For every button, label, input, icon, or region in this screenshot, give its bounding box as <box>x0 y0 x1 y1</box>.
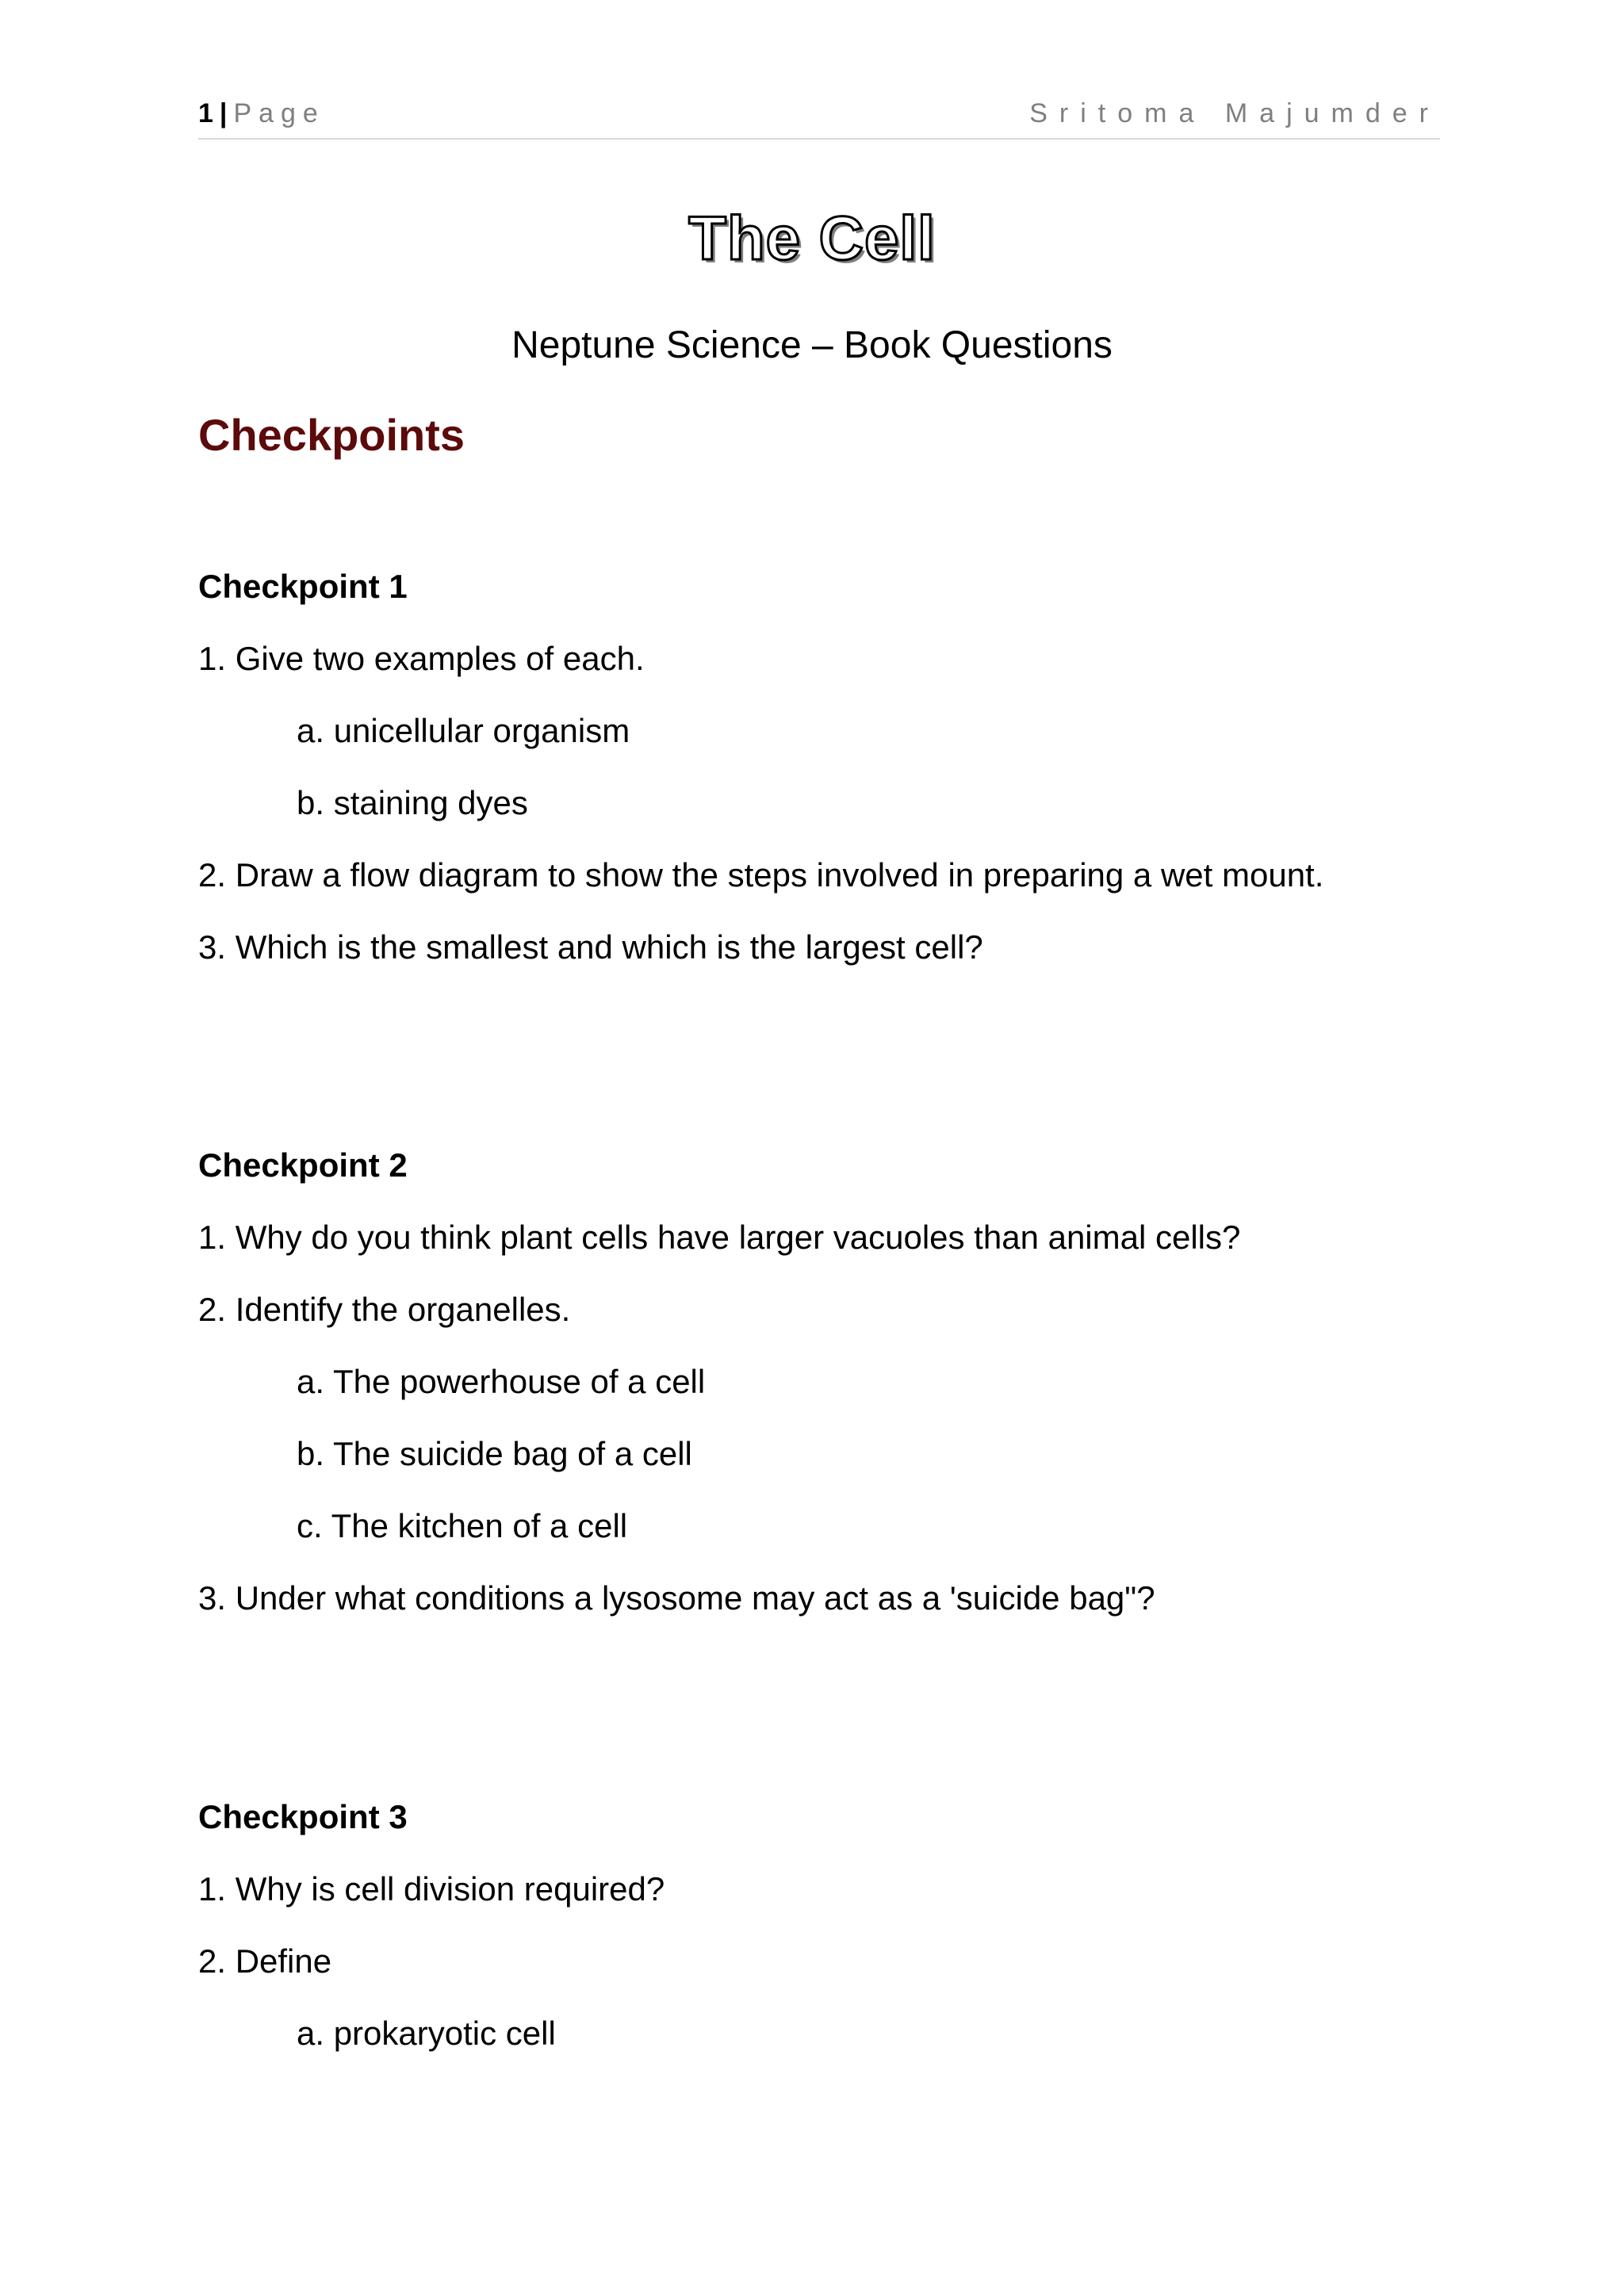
question-item: 1. Give two examples of each. <box>198 640 645 677</box>
checkpoint-title: Checkpoint 2 <box>198 1146 408 1184</box>
question-item: 2. Identify the organelles. <box>198 1291 571 1328</box>
question-subitem: a. prokaryotic cell <box>297 2015 556 2052</box>
page-header <box>198 97 1440 140</box>
question-subitem: b. staining dyes <box>297 784 528 821</box>
section-heading: Checkpoints <box>198 410 465 460</box>
question-item: 3. Under what conditions a lysosome may act as a 'suicide bag"? <box>198 1579 1155 1617</box>
page-number-label <box>198 98 325 129</box>
question-subitem: c. The kitchen of a cell <box>297 1507 628 1544</box>
author-name: Sritoma Majumder <box>1029 98 1440 128</box>
question-item: 3. Which is the smallest and which is the largest cell? <box>198 928 983 966</box>
question-item: 1. Why do you think plant cells have larger vacuoles than animal cells? <box>198 1219 1241 1256</box>
checkpoint-2 <box>198 1143 1467 1648</box>
checkpoint-3 <box>198 1795 1467 2084</box>
checkpoint-title: Checkpoint 3 <box>198 1798 408 1835</box>
question-subitem: a. unicellular organism <box>297 712 630 749</box>
document-subtitle: Neptune Science – Book Questions <box>511 324 1113 366</box>
page-number: 1 <box>198 98 213 128</box>
checkpoint-title: Checkpoint 1 <box>198 568 408 605</box>
question-subitem: a. The powerhouse of a cell <box>297 1363 706 1400</box>
checkpoint-1 <box>198 564 1467 997</box>
page-word: Page <box>233 98 325 128</box>
question-item: 2. Draw a flow diagram to show the steps involved in preparing a wet mount. <box>198 856 1324 894</box>
question-item: 1. Why is cell division required? <box>198 1870 665 1908</box>
question-subitem: b. The suicide bag of a cell <box>297 1435 692 1472</box>
question-item: 2. Define <box>198 1942 332 1980</box>
document-title: The Cell <box>688 203 936 273</box>
header-separator: | <box>219 98 228 128</box>
